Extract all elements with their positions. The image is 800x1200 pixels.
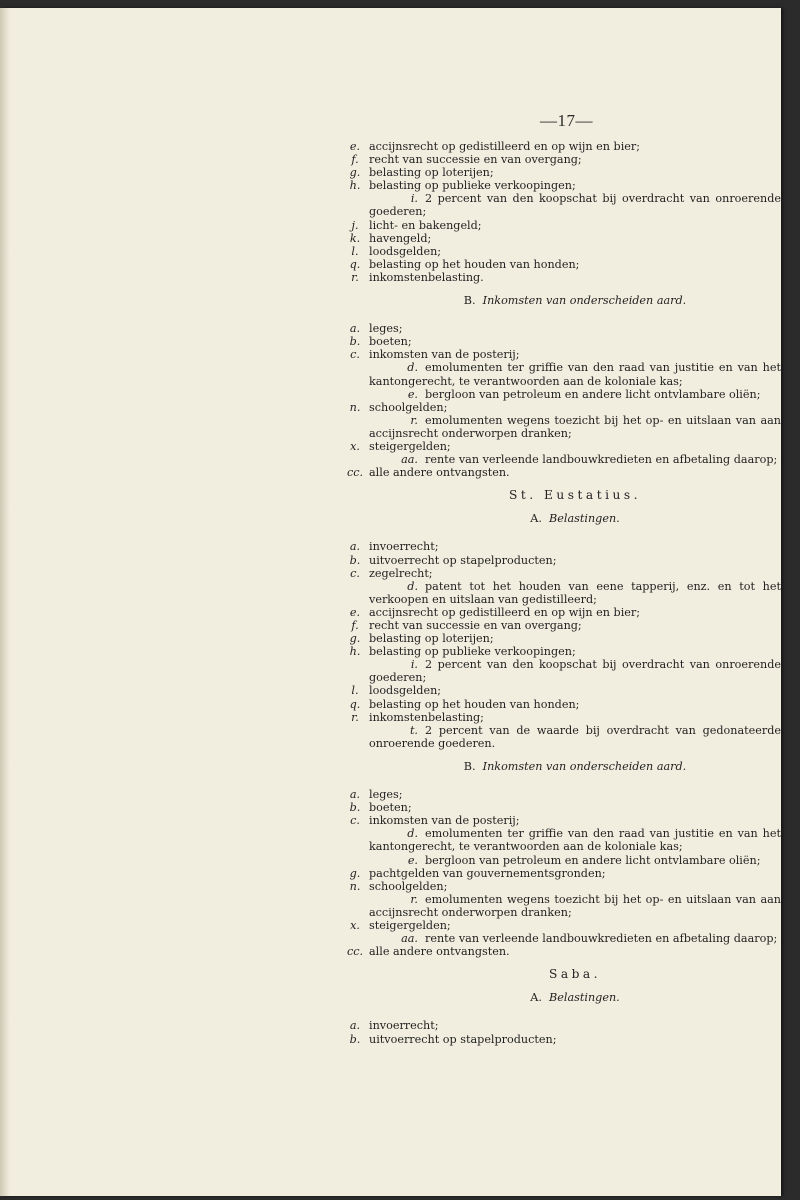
item-letter: e.: [349, 605, 361, 619]
item-letter: h.: [349, 645, 361, 659]
list-item: [349, 879, 781, 893]
list-item: [349, 322, 781, 336]
item-text: inkomstenbelasting;: [369, 710, 484, 724]
item-text: emolumenten wegens toezicht bij het op- en uitslaan van aan accijnsrecht onderworpen dranken;: [369, 892, 781, 919]
body-text: [346, 140, 781, 1046]
item-text: uitvoerrecht op stapelproducten;: [369, 553, 557, 567]
item-text: steigergelden;: [369, 439, 451, 453]
list-item: [349, 553, 781, 567]
binding-edge: [0, 8, 10, 1196]
list-item: [349, 866, 781, 880]
item-letter: d.: [407, 579, 418, 593]
item-letter: k.: [349, 231, 361, 245]
list-item: [349, 632, 781, 646]
list-item: [369, 893, 781, 919]
section-letter: B.: [463, 759, 476, 773]
item-text: rente van verleende landbouwkredieten en afbetaling daarop;: [425, 932, 778, 946]
item-letter: f.: [351, 153, 359, 167]
item-text: recht van successie en van overgang;: [369, 619, 582, 632]
item-letter: cc.: [346, 945, 364, 959]
item-text: 2 percent van den koopschat bij overdracht van onroerende goederen;: [369, 658, 781, 685]
list-item: [351, 153, 781, 167]
item-letter: aa.: [401, 453, 418, 467]
section-title: Belastingen.: [549, 512, 620, 526]
item-letter: b.: [349, 553, 361, 567]
section-title: Belastingen.: [549, 991, 620, 1005]
item-text: emolumenten ter griffie van den raad van justitie en van het kantongerecht, te verantwoorden aan de koloniale kas;: [369, 827, 781, 854]
island-heading: St. Eustatius.: [509, 488, 641, 503]
item-letter: d.: [407, 361, 418, 375]
section-letter: A.: [530, 512, 542, 526]
item-letter: a.: [349, 540, 361, 554]
item-text: 2 percent van de waarde bij overdracht van gedonateerde onroerende goederen.: [369, 723, 781, 750]
item-letter: c.: [350, 814, 360, 828]
item-text: alle andere ontvangsten.: [369, 466, 510, 480]
list-item: [349, 697, 781, 711]
list-item: [351, 270, 781, 284]
section-letter: B.: [463, 294, 476, 308]
list-item: [350, 814, 781, 828]
item-text: steigergelden;: [369, 918, 451, 932]
item-text: accijnsrecht op gedistilleerd en op wijn en bier;: [369, 605, 641, 619]
list-item: [351, 218, 781, 232]
item-text: alle andere ontvangsten.: [369, 945, 510, 959]
item-text: licht- en bakengeld;: [369, 218, 482, 232]
item-letter: g.: [349, 632, 361, 646]
list-item: [369, 827, 781, 853]
item-letter: r.: [351, 270, 359, 284]
item-text: inkomstenbelasting.: [369, 270, 484, 284]
list-item: [349, 400, 781, 414]
list-item: [369, 361, 781, 387]
item-letter: i.: [410, 658, 418, 672]
item-text: belasting op het houden van honden;: [369, 697, 580, 711]
item-text: boeten;: [369, 335, 412, 349]
item-letter: x.: [350, 439, 360, 453]
list-item: [369, 854, 781, 867]
list-item: [346, 945, 781, 959]
item-letter: cc.: [346, 466, 364, 480]
list-item: [351, 244, 781, 258]
item-letter: aa.: [401, 932, 418, 946]
list-item: [349, 801, 781, 815]
list-item: [349, 605, 781, 619]
item-letter: n.: [349, 400, 361, 414]
list-item: [349, 166, 781, 180]
item-text: emolumenten wegens toezicht bij het op- en uitslaan van aan accijnsrecht onderworpen dranken;: [369, 413, 781, 440]
item-text: belasting op loterijen;: [369, 632, 494, 646]
item-text: belasting op loterijen;: [369, 166, 494, 180]
list-item: [349, 788, 781, 802]
item-letter: g.: [349, 166, 361, 180]
item-text: zegelrecht;: [369, 566, 433, 580]
item-letter: x.: [350, 918, 360, 932]
section-heading: [369, 760, 781, 773]
item-letter: f.: [351, 619, 359, 632]
list-item: [349, 1032, 781, 1046]
list-item: [351, 710, 781, 724]
item-text: bergloon van petroleum en andere licht ontvlambare oliën;: [425, 387, 761, 401]
item-letter: t.: [409, 723, 418, 737]
item-text: inkomsten van de posterij;: [369, 814, 520, 828]
list-item: [349, 140, 781, 153]
list-item: [349, 540, 781, 554]
item-letter: i.: [410, 192, 418, 206]
item-text: havengeld;: [369, 231, 432, 245]
item-letter: a.: [349, 1019, 361, 1033]
item-text: uitvoerrecht op stapelproducten;: [369, 1032, 557, 1046]
list-item: [369, 580, 781, 606]
item-letter: a.: [349, 322, 361, 336]
list-item: [350, 566, 781, 580]
item-text: invoerrecht;: [369, 540, 439, 554]
section-heading: [369, 991, 781, 1004]
list-item: [369, 658, 781, 684]
list-item: [349, 231, 781, 245]
item-letter: c.: [350, 348, 360, 362]
list-item: [346, 466, 781, 480]
item-text: recht van successie en van overgang;: [369, 153, 582, 167]
list-item: [369, 724, 781, 750]
list-item: [349, 645, 781, 659]
list-item: [350, 439, 781, 453]
list-item: [349, 335, 781, 349]
list-item: [369, 388, 781, 401]
item-letter: r.: [351, 710, 359, 724]
item-letter: d.: [407, 827, 418, 841]
list-item: [369, 453, 781, 466]
list-item: [369, 192, 781, 218]
item-letter: e.: [349, 140, 361, 153]
section-letter: A.: [530, 991, 542, 1005]
item-text: belasting op publieke verkoopingen;: [369, 179, 576, 193]
section-title: Inkomsten van onderscheiden aard.: [482, 759, 687, 773]
item-letter: b.: [349, 335, 361, 349]
item-text: patent tot het houden van eene tapperij, enz. en tot het verkoopen en uitslaan van gedistilleerd;: [369, 579, 781, 606]
item-text: loodsgelden;: [369, 684, 442, 698]
item-text: rente van verleende landbouwkredieten en afbetaling daarop;: [425, 453, 778, 467]
list-item: [369, 414, 781, 440]
page-number: —17—: [540, 111, 593, 130]
item-text: leges;: [369, 788, 403, 802]
item-letter: h.: [349, 179, 361, 193]
item-letter: b.: [349, 1032, 361, 1046]
list-item: [349, 257, 781, 271]
item-letter: r.: [410, 892, 418, 906]
list-item: [369, 932, 781, 945]
item-text: loodsgelden;: [369, 244, 442, 258]
item-letter: l.: [351, 244, 359, 258]
list-item: [349, 179, 781, 193]
item-text: schoolgelden;: [369, 879, 448, 893]
document-page: [0, 8, 781, 1196]
item-letter: e.: [407, 853, 418, 867]
list-item: [351, 619, 781, 632]
section-title: Inkomsten van onderscheiden aard.: [482, 294, 687, 308]
item-text: boeten;: [369, 801, 412, 815]
section-heading: [369, 512, 781, 525]
list-item: [350, 918, 781, 932]
item-text: pachtgelden van gouvernementsgronden;: [369, 866, 606, 880]
item-text: emolumenten ter griffie van den raad van justitie en van het kantongerecht, te verantwoorden aan de koloniale kas;: [369, 361, 781, 388]
item-text: belasting op publieke verkoopingen;: [369, 645, 576, 659]
item-letter: e.: [407, 387, 418, 401]
item-text: belasting op het houden van honden;: [369, 257, 580, 271]
item-text: 2 percent van den koopschat bij overdracht van onroerende goederen;: [369, 192, 781, 219]
item-text: invoerrecht;: [369, 1019, 439, 1033]
item-text: inkomsten van de posterij;: [369, 348, 520, 362]
item-letter: b.: [349, 801, 361, 815]
item-letter: r.: [410, 413, 418, 427]
item-text: accijnsrecht op gedistilleerd en op wijn en bier;: [369, 140, 641, 153]
item-letter: q.: [349, 257, 361, 271]
item-letter: n.: [349, 879, 361, 893]
island-heading: Saba.: [548, 967, 602, 982]
list-item: [350, 348, 781, 362]
list-item: [351, 684, 781, 698]
list-item: [349, 1019, 781, 1033]
item-letter: c.: [350, 566, 360, 580]
item-letter: j.: [351, 218, 359, 232]
item-text: schoolgelden;: [369, 400, 448, 414]
item-letter: a.: [349, 788, 361, 802]
item-letter: q.: [349, 697, 361, 711]
item-text: bergloon van petroleum en andere licht ontvlambare oliën;: [425, 853, 761, 867]
section-heading: [369, 294, 781, 307]
item-letter: l.: [351, 684, 359, 698]
item-text: leges;: [369, 322, 403, 336]
item-letter: g.: [349, 866, 361, 880]
